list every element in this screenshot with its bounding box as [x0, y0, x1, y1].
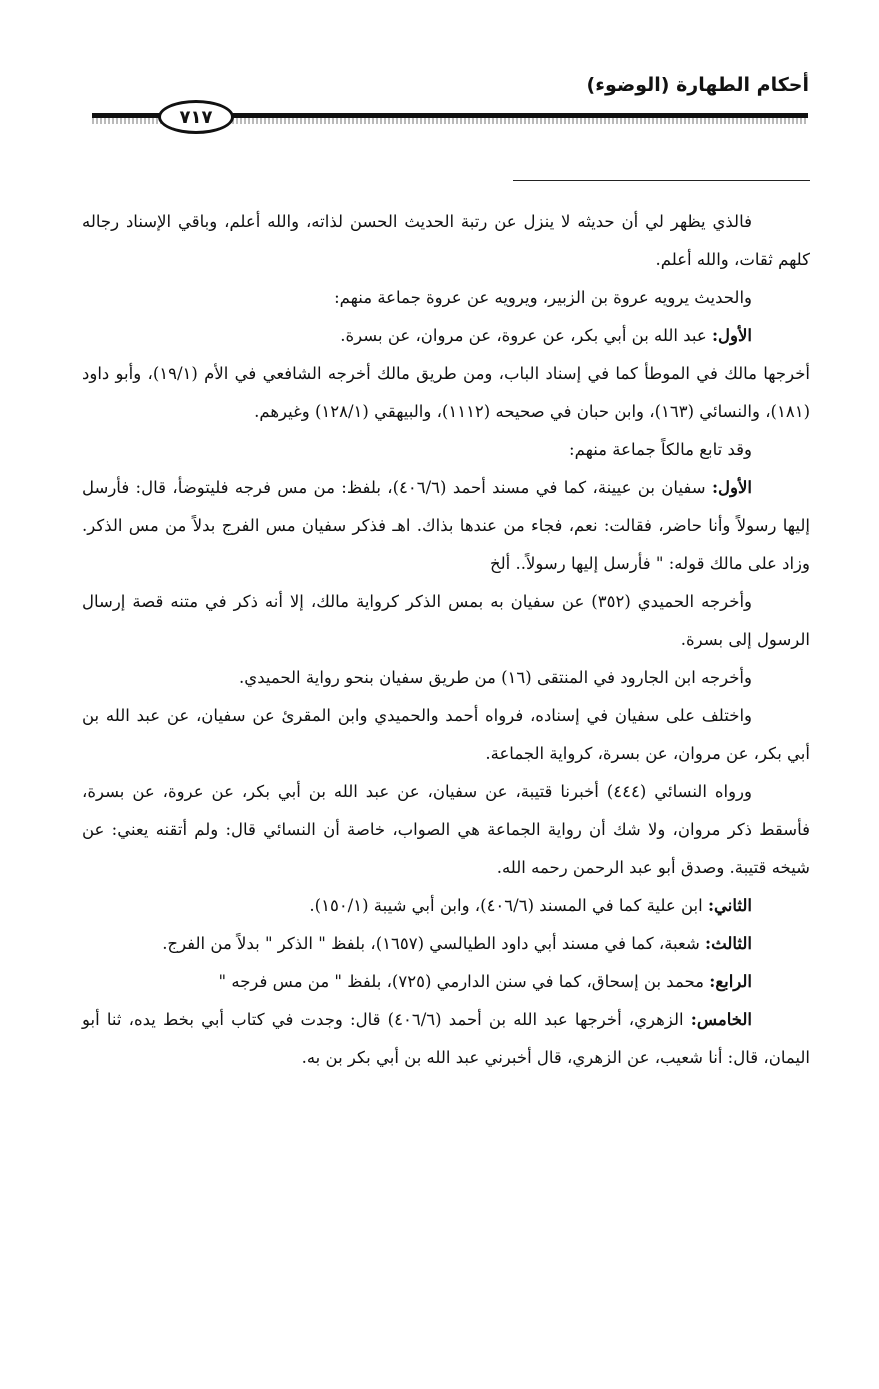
paragraph: وقد تابع مالكاً جماعة منهم: [569, 440, 752, 459]
paragraph: الرابع: محمد بن إسحاق، كما في سنن الدارمي (٧٢٥)، بلفظ " من مس فرجه " [218, 972, 752, 991]
paragraph: الثاني: ابن علية كما في المسند (٤٠٦/٦)، وابن أبي شيبة (١٥٠/١). [309, 896, 752, 915]
paragraph: الخامس: الزهري، أخرجها عبد الله بن أحمد (٤٠٦/٦) قال: وجدت في كتاب أبي بخط يده، ثنا أبو اليمان، قال: أنا شعيب، عن الزهري، قال أخبرني عبد الله بن أبي بكر بن به. [82, 1010, 810, 1067]
paragraph: الأول: عبد الله بن أبي بكر، عن عروة، عن مروان، عن بسرة. [340, 326, 752, 345]
running-title: أحكام الطهارة (الوضوء) [586, 74, 809, 96]
item-label: الأول: [711, 326, 752, 345]
item-label: الأول: [711, 478, 752, 497]
page-number: ٧١٧ [158, 100, 234, 134]
item-label: الثالث: [705, 934, 752, 953]
item-label: الثاني: [707, 896, 752, 915]
paragraph: واختلف على سفيان في إسناده، فرواه أحمد والحميدي وابن المقرئ عن سفيان، عن عبد الله بن أبي بكر، عن مروان، عن بسرة، كرواية الجماعة. [82, 706, 810, 763]
paragraph: الثالث: شعبة، كما في مسند أبي داود الطيالسي (١٦٥٧)، بلفظ " الذكر " بدلاً من الفرج. [162, 934, 752, 953]
item-label: الخامس: [690, 1010, 752, 1029]
paragraph: أخرجها مالك في الموطأ كما في إسناد الباب، ومن طريق مالك أخرجه الشافعي في الأم (١٩/١)، وأبو داود (١٨١)، والنسائي (١٦٣)، وابن حبان في صحيحه (١١١٢)، والبيهقي (١٢٨/١) وغيرهم. [82, 364, 810, 421]
paragraph: الأول: سفيان بن عيينة، كما في مسند أحمد (٤٠٦/٦)، بلفظ: من مس فرجه فليتوضأ، قال: فأرسل إليها رسولاً وأنا حاضر، فقالت: نعم، فجاء من عندها بذاك. اهـ فذكر سفيان مس الفرج بدلاً من مس الذكر. وزاد على مالك قوله: " فأرسل إليها رسولاً.. ألخ [82, 478, 810, 573]
paragraph: ورواه النسائي (٤٤٤) أخبرنا قتيبة، عن سفيان، عن عبد الله بن أبي بكر، عن عروة، عن بسرة، فأسقط ذكر مروان، ولا شك أن رواية الجماعة هي الصواب، خاصة أن النسائي قال: ولم أتقنه يعني: عن شيخه قتيبة. وصدق أبو عبد الرحمن رحمه الله. [82, 782, 810, 877]
item-label: الرابع: [709, 972, 752, 991]
paragraph: وأخرجه الحميدي (٣٥٢) عن سفيان به بمس الذكر كرواية مالك، إلا أنه ذكر في متنه قصة إرسال الرسول إلى بسرة. [82, 592, 810, 649]
footnote-separator [513, 180, 810, 181]
paragraph: والحديث يرويه عروة بن الزبير، ويرويه عن عروة جماعة منهم: [334, 288, 752, 307]
body-text [82, 203, 810, 1077]
paragraph: فالذي يظهر لي أن حديثه لا ينزل عن رتبة الحديث الحسن لذاته، والله أعلم، وباقي الإسناد رجاله كلهم ثقات، والله أعلم. [82, 212, 810, 269]
paragraph: وأخرجه ابن الجارود في المنتقى (١٦) من طريق سفيان بنحو رواية الحميدي. [239, 668, 752, 687]
